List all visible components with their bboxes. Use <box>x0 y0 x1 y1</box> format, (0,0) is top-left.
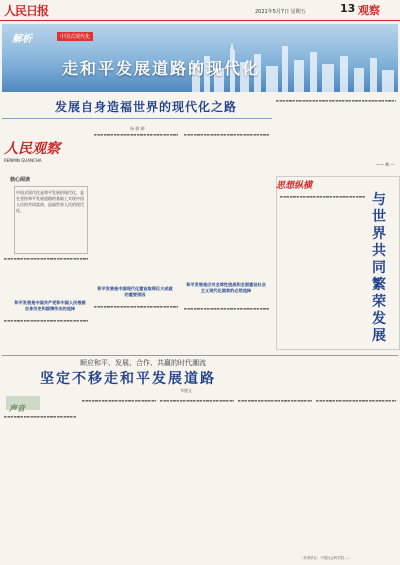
bottom-author: 李德文 <box>180 388 192 393</box>
banner-subtag: 中国式现代化 <box>57 32 93 41</box>
body-column-1a <box>4 256 88 296</box>
section-divider <box>2 355 398 356</box>
core-reading-label: 核心阅读 <box>10 177 31 183</box>
banner-tag: 解析 <box>12 34 32 45</box>
summary-text: 中国式现代化是和平发展的现代化，是在坚持和平发展道路的基础上实现中国人民的共同富裕、造福世界人民的现代化。 <box>16 190 84 213</box>
body-column-3b <box>184 306 270 352</box>
subhead-2: 和平发展是中国现代化建设取得巨大成就的重要原因 <box>97 286 173 297</box>
column-logo-text: 人民观察 <box>4 141 60 157</box>
headline-banner <box>2 24 398 92</box>
article-author: 杨 柳 柳 <box>130 126 145 131</box>
column-logo-small: RENMIN GUANCHA <box>4 158 42 163</box>
body-column-2a <box>94 132 178 282</box>
body-column-1b <box>4 318 88 352</box>
article-subtitle: 发展自身造福世界的现代化之路 <box>55 100 238 114</box>
opinion-headline: 与世界共同繁荣发展 <box>372 192 386 344</box>
masthead <box>0 0 400 21</box>
bottom-column-2 <box>82 398 156 552</box>
voice-badge-label: 声音 <box>9 403 25 413</box>
section-name: 观察 <box>358 4 380 17</box>
opinion-body <box>280 194 366 344</box>
opinion-label: 思想纵横 <box>276 181 313 191</box>
page-number: 13 <box>340 2 356 15</box>
bottom-column-4 <box>238 398 312 552</box>
voice-badge <box>6 396 40 413</box>
subhead-3: 和平发展是应对全球性挑战和全面建设社会主义现代化国家的必然选择 <box>186 282 266 293</box>
column-logo <box>4 138 74 163</box>
signoff: —— 辉 — <box>376 162 395 167</box>
footer-note: （作者单位：中国社会科学院…） <box>300 556 351 560</box>
body-column-2b <box>94 304 178 352</box>
bottom-column-5 <box>316 398 396 548</box>
newspaper-logo: 人民日报 <box>4 4 49 18</box>
subhead-1: 和平发展是中国共产党和中国人民根据自身历史和国情作出的选择 <box>14 300 86 311</box>
banner-title: 走和平发展道路的现代化 <box>62 59 261 78</box>
bottom-column-1 <box>4 414 76 552</box>
bottom-kicker: 顺应和平、发展、合作、共赢的时代潮流 <box>80 359 206 367</box>
body-column-3a <box>184 132 270 278</box>
dateline: 2021年5月7日 星期五 <box>255 9 306 15</box>
bottom-title: 坚定不移走和平发展道路 <box>40 371 216 387</box>
divider <box>2 118 272 119</box>
bottom-column-3 <box>160 398 234 552</box>
body-column-4 <box>276 98 396 158</box>
